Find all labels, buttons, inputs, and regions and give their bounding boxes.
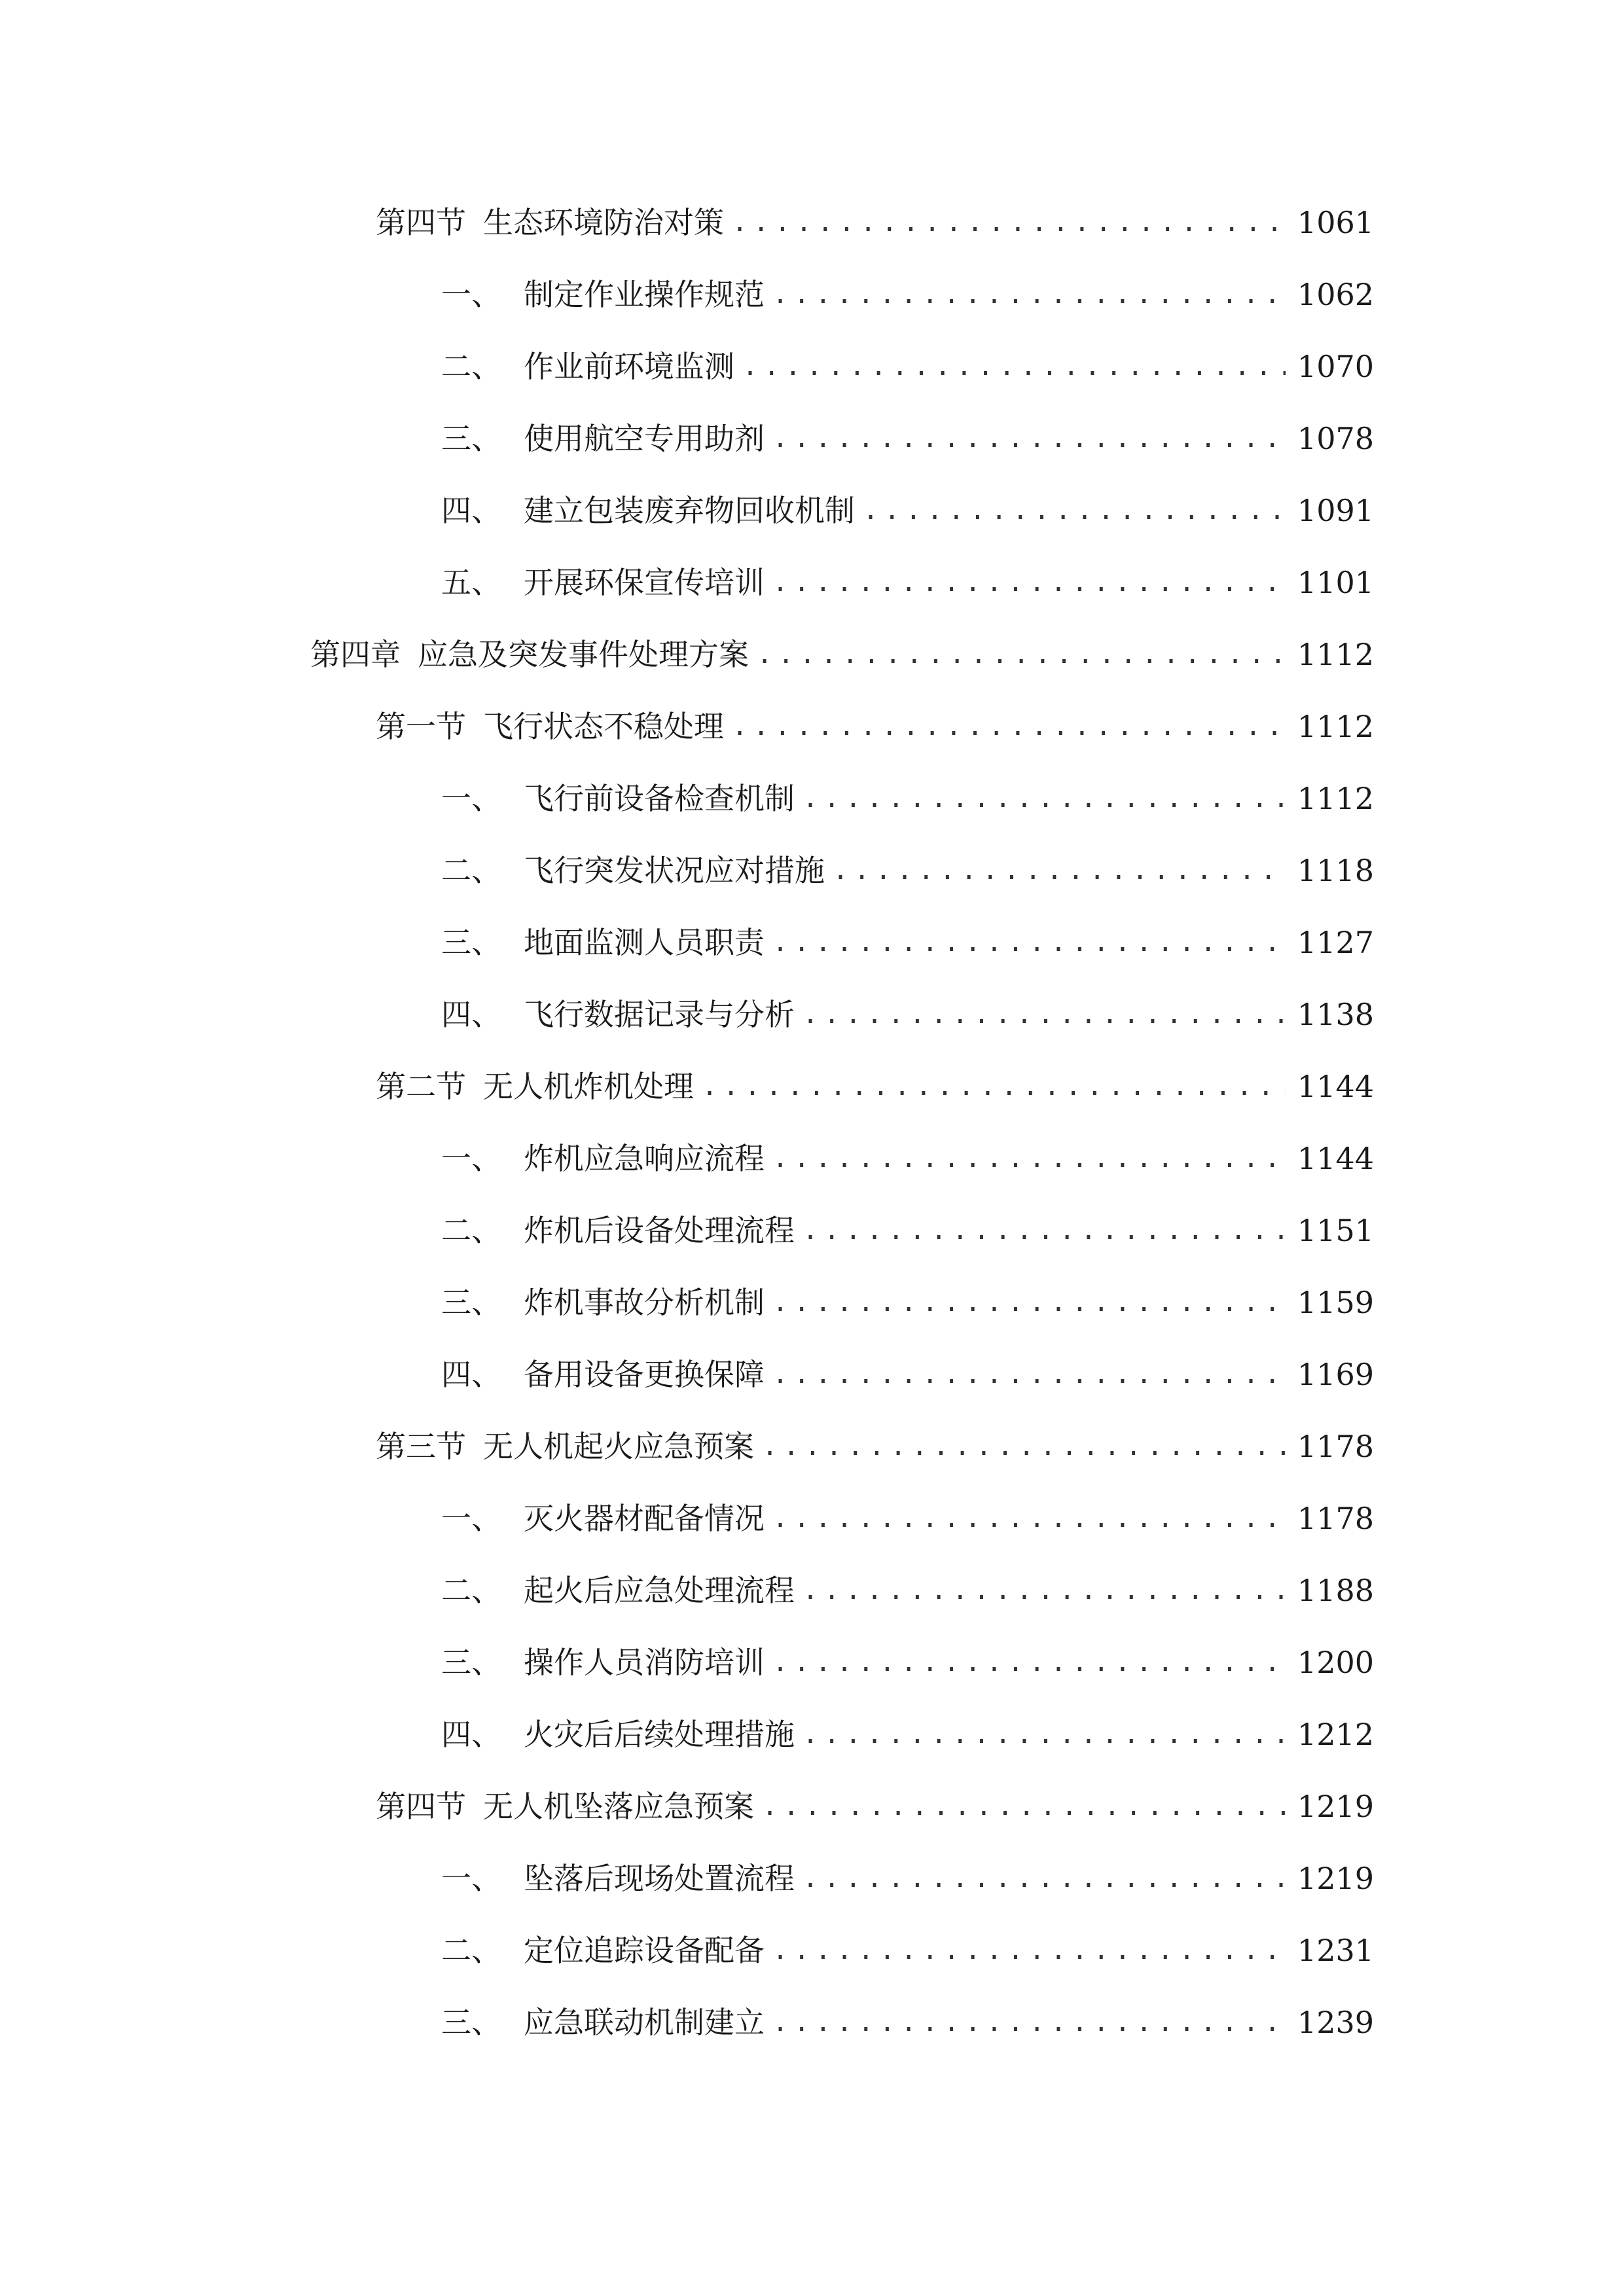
toc-entry-number: 四、 [441, 1357, 501, 1392]
toc-entry[interactable] [441, 844, 1374, 897]
dot-leader [757, 628, 1286, 681]
dot-leader [772, 1996, 1286, 2049]
toc-entry[interactable] [441, 1204, 1374, 1257]
toc-entry-page: 1151 [1297, 1213, 1374, 1248]
dot-leader [803, 1204, 1286, 1257]
toc-entry-title: 制定作业操作规范 [524, 277, 765, 312]
toc-entry[interactable] [441, 1924, 1374, 1977]
toc-entry[interactable] [441, 1564, 1374, 1617]
toc-entry[interactable] [441, 268, 1374, 321]
toc-entry-number: 二、 [441, 1933, 501, 1968]
toc-entry-title: 应急联动机制建立 [524, 2005, 765, 2040]
toc-entry[interactable] [376, 196, 1374, 249]
toc-entry-page: 1101 [1297, 565, 1374, 600]
toc-entry-page: 1219 [1297, 1789, 1374, 1824]
toc-entry-page: 1127 [1297, 925, 1374, 960]
toc-entry-page: 1091 [1297, 493, 1374, 528]
dot-leader [772, 556, 1286, 609]
dot-leader [702, 1060, 1286, 1113]
toc-entry-number: 第一节 [376, 709, 466, 744]
toc-entry-number: 第二节 [376, 1069, 466, 1104]
dot-leader [762, 1420, 1286, 1473]
toc-entry-title: 起火后应急处理流程 [524, 1573, 795, 1608]
toc-entry-number: 二、 [441, 1573, 501, 1608]
toc-entry-title: 备用设备更换保障 [524, 1357, 765, 1392]
toc-entry-title: 生态环境防治对策 [483, 205, 724, 240]
toc-entry-title: 飞行状态不稳处理 [483, 709, 724, 744]
toc-entry[interactable] [441, 1996, 1374, 2049]
toc-entry[interactable] [376, 700, 1374, 753]
toc-entry[interactable] [441, 1636, 1374, 1689]
toc-entry-page: 1112 [1297, 781, 1374, 816]
toc-entry-number: 四、 [441, 1717, 501, 1752]
toc-entry-title: 操作人员消防培训 [524, 1645, 765, 1680]
toc-entry-page: 1118 [1297, 853, 1374, 888]
dot-leader [732, 700, 1286, 753]
toc-entry[interactable] [441, 1852, 1374, 1905]
toc-entry[interactable] [441, 988, 1374, 1041]
toc-entry[interactable] [441, 340, 1374, 393]
dot-leader [732, 196, 1286, 249]
toc-entry-page: 1078 [1297, 421, 1374, 456]
toc-entry[interactable] [441, 1708, 1374, 1761]
toc-entry-title: 坠落后现场处置流程 [524, 1861, 795, 1896]
toc-entry-page: 1070 [1297, 349, 1374, 384]
toc-entry-title: 炸机事故分析机制 [524, 1285, 765, 1320]
dot-leader [803, 1708, 1286, 1761]
toc-entry-title: 飞行突发状况应对措施 [524, 853, 825, 888]
toc-entry-number: 三、 [441, 1645, 501, 1680]
toc-entry-number: 第四节 [376, 1789, 466, 1824]
toc-entry[interactable] [441, 772, 1374, 825]
dot-leader [803, 988, 1286, 1041]
toc-entry-title: 飞行前设备检查机制 [524, 781, 795, 816]
dot-leader [772, 1636, 1286, 1689]
toc-entry[interactable] [441, 1492, 1374, 1545]
toc-entry-title: 地面监测人员职责 [524, 925, 765, 960]
toc-entry-number: 三、 [441, 2005, 501, 2040]
dot-leader [772, 268, 1286, 321]
toc-entry[interactable] [376, 1420, 1374, 1473]
toc-entry-title: 飞行数据记录与分析 [524, 997, 795, 1032]
toc-entry[interactable] [310, 628, 1374, 681]
toc-entry[interactable] [441, 1276, 1374, 1329]
toc-entry-page: 1178 [1297, 1429, 1374, 1464]
dot-leader [772, 1276, 1286, 1329]
toc-entry-title: 定位追踪设备配备 [524, 1933, 765, 1968]
toc-entry-number: 三、 [441, 1285, 501, 1320]
toc-entry[interactable] [376, 1780, 1374, 1833]
dot-leader [762, 1780, 1286, 1833]
toc-entry-page: 1188 [1297, 1573, 1374, 1608]
toc-entry-number: 二、 [441, 853, 501, 888]
toc-entry-title: 火灾后后续处理措施 [524, 1717, 795, 1752]
toc-entry-title: 建立包装废弃物回收机制 [524, 493, 855, 528]
toc-entry-title: 炸机后设备处理流程 [524, 1213, 795, 1248]
toc-entry-title: 使用航空专用助剂 [524, 421, 765, 456]
dot-leader [772, 412, 1286, 465]
toc-entry-number: 四、 [441, 997, 501, 1032]
toc-entry-page: 1200 [1297, 1645, 1374, 1680]
toc-entry-title: 开展环保宣传培训 [524, 565, 765, 600]
toc-entry-number: 一、 [441, 781, 501, 816]
toc-entry-page: 1144 [1297, 1069, 1374, 1104]
toc-entry-number: 三、 [441, 421, 501, 456]
toc-entry-page: 1112 [1297, 637, 1374, 672]
dot-leader [803, 772, 1286, 825]
toc-entry-page: 1212 [1297, 1717, 1374, 1752]
toc-entry-number: 一、 [441, 1861, 501, 1896]
toc-entry-number: 四、 [441, 493, 501, 528]
toc-entry-number: 第四章 [310, 637, 401, 672]
toc-entry-page: 1169 [1297, 1357, 1374, 1392]
toc-entry-page: 1239 [1297, 2005, 1374, 2040]
toc-entry-page: 1138 [1297, 997, 1374, 1032]
toc-entry-title: 应急及突发事件处理方案 [418, 637, 749, 672]
dot-leader [742, 340, 1286, 393]
toc-entry-number: 一、 [441, 277, 501, 312]
toc-entry[interactable] [441, 484, 1374, 537]
toc-entry-number: 三、 [441, 925, 501, 960]
toc-entry-page: 1144 [1297, 1141, 1374, 1176]
dot-leader [803, 1564, 1286, 1617]
toc-entry-page: 1112 [1297, 709, 1374, 744]
toc-entry[interactable] [376, 1060, 1374, 1113]
toc-entry-number: 一、 [441, 1501, 501, 1536]
toc-entry-number: 第四节 [376, 205, 466, 240]
toc-entry-title: 无人机炸机处理 [483, 1069, 694, 1104]
dot-leader [772, 1492, 1286, 1545]
toc-entry-title: 无人机坠落应急预案 [483, 1789, 754, 1824]
dot-leader [772, 1348, 1286, 1401]
toc-entry[interactable] [441, 1132, 1374, 1185]
dot-leader [833, 844, 1286, 897]
toc-entry-title: 作业前环境监测 [524, 349, 734, 384]
toc-entry[interactable] [441, 556, 1374, 609]
toc-entry-title: 炸机应急响应流程 [524, 1141, 765, 1176]
dot-leader [863, 484, 1286, 537]
toc-entry[interactable] [441, 412, 1374, 465]
toc-entry-page: 1062 [1297, 277, 1374, 312]
toc-entry-number: 二、 [441, 349, 501, 384]
toc-entry-title: 无人机起火应急预案 [483, 1429, 754, 1464]
toc-entry-number: 五、 [441, 565, 501, 600]
toc-entry-number: 一、 [441, 1141, 501, 1176]
toc-entry-number: 第三节 [376, 1429, 466, 1464]
dot-leader [772, 1132, 1286, 1185]
toc-entry-page: 1061 [1297, 205, 1374, 240]
dot-leader [772, 916, 1286, 969]
toc-entry-page: 1231 [1297, 1933, 1374, 1968]
toc-entry-title: 灭火器材配备情况 [524, 1501, 765, 1536]
toc-entry[interactable] [441, 1348, 1374, 1401]
toc-entry-page: 1219 [1297, 1861, 1374, 1896]
dot-leader [772, 1924, 1286, 1977]
toc-entry-number: 二、 [441, 1213, 501, 1248]
toc-entry[interactable] [441, 916, 1374, 969]
toc-entry-page: 1159 [1297, 1285, 1374, 1320]
dot-leader [803, 1852, 1286, 1905]
toc-entry-page: 1178 [1297, 1501, 1374, 1536]
